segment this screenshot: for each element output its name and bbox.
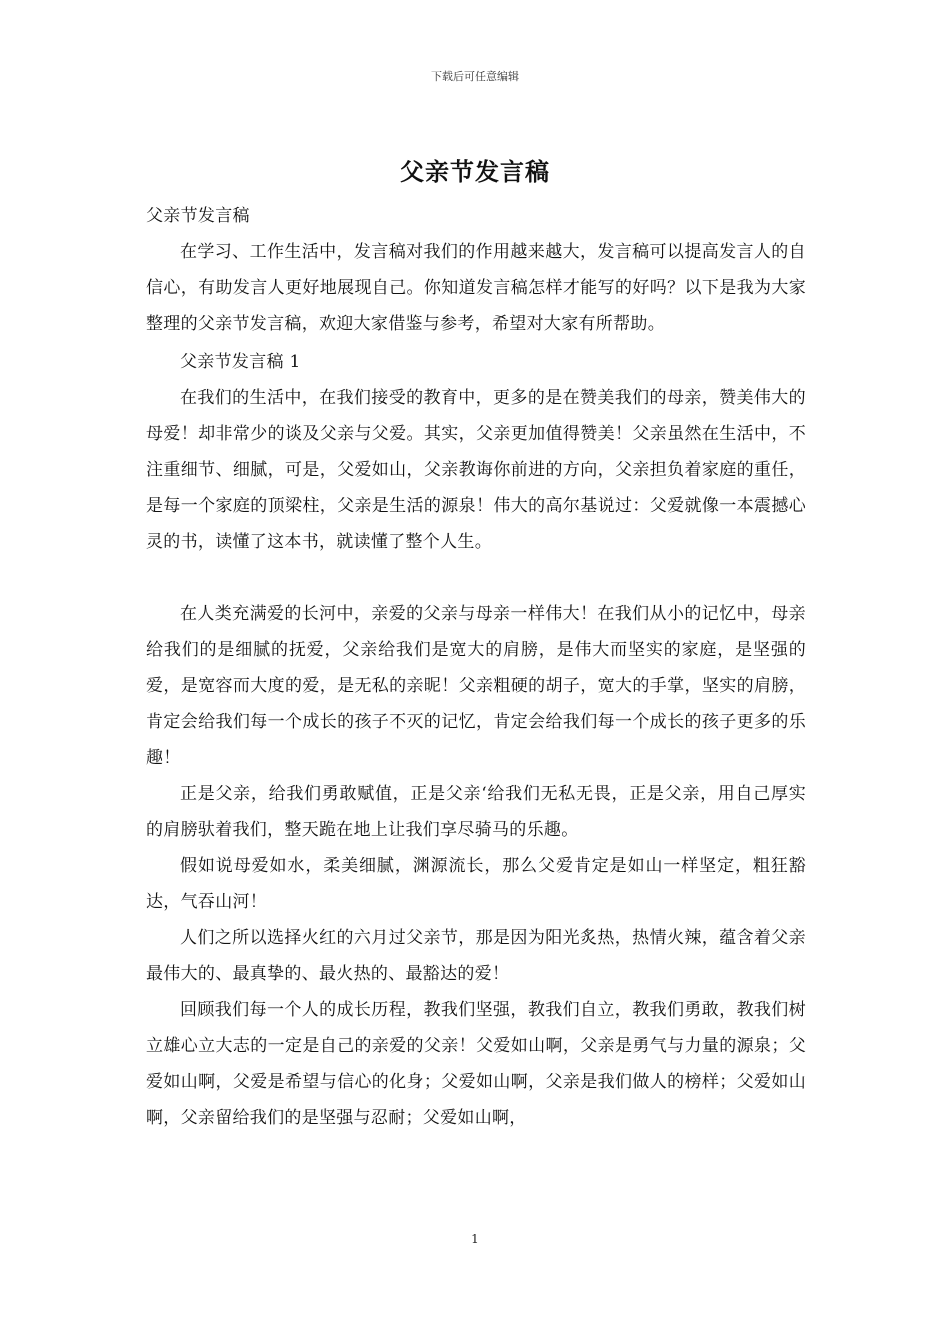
page-number: 1: [471, 1232, 479, 1246]
paragraph: 在我们的生活中，在我们接受的教育中，更多的是在赞美我们的母亲，赞美伟大的母爱！却非常少的谈及父亲与父爱。其实，父亲更加值得赞美！父亲虽然在生活中，不注重细节、细腻，可是，父爱如山，父亲教诲你前进的方向，父亲担负着家庭的重任，是每一个家庭的顶梁柱，父亲是生活的源泉！伟大的高尔基说过：父爱就像一本震撼心灵的书，读懂了这本书，就读懂了整个人生。: [146, 388, 806, 552]
intro-paragraph: 在学习、工作生活中，发言稿对我们的作用越来越大，发言稿可以提高发言人的自信心，有助发言人更好地展现自己。你知道发言稿怎样才能写的好吗？以下是我为大家整理的父亲节发言稿，欢迎大家借鉴与参考，希望对大家有所帮助。: [146, 242, 806, 334]
paragraph: 人们之所以选择火红的六月过父亲节，那是因为阳光炙热，热情火辣，蕴含着父亲最伟大的、最真挚的、最火热的、最豁达的爱！: [146, 928, 806, 984]
subtitle: 父亲节发言稿: [146, 206, 250, 226]
paragraph: 假如说母爱如水，柔美细腻，渊源流长，那么父爱肯定是如山一样坚定，粗狂豁达，气吞山河！: [146, 856, 806, 912]
paragraph: 正是父亲，给我们勇敢赋值，正是父亲‘给我们无私无畏，正是父亲，用自己厚实的肩膀驮着我们，整天跪在地上让我们享尽骑马的乐趣。: [146, 784, 806, 840]
section-heading: 父亲节发言稿 1: [180, 352, 301, 372]
paragraph: 在人类充满爱的长河中，亲爱的父亲与母亲一样伟大！在我们从小的记忆中，母亲给我们的是细腻的抚爱，父亲给我们是宽大的肩膀，是伟大而坚实的家庭，是坚强的爱，是宽容而大度的爱，是无私的亲昵！父亲粗硬的胡子，宽大的手掌，坚实的肩膀，肯定会给我们每一个成长的孩子不灭的记忆，肯定会给我们每一个成长的孩子更多的乐趣！: [146, 604, 806, 768]
paragraph: 回顾我们每一个人的成长历程，教我们坚强，教我们自立，教我们勇敢，教我们树立雄心立大志的一定是自己的亲爱的父亲！父爱如山啊，父亲是勇气与力量的源泉；父爱如山啊，父爱是希望与信心的化身；父爱如山啊，父亲是我们做人的榜样；父爱如山啊，父亲留给我们的是坚强与忍耐；父爱如山啊，: [146, 1000, 806, 1128]
page-title: 父亲节发言稿: [400, 157, 550, 186]
header-note: 下载后可任意编辑: [431, 70, 519, 83]
document-body: [146, 198, 806, 1136]
paragraph-gap: [146, 560, 806, 596]
